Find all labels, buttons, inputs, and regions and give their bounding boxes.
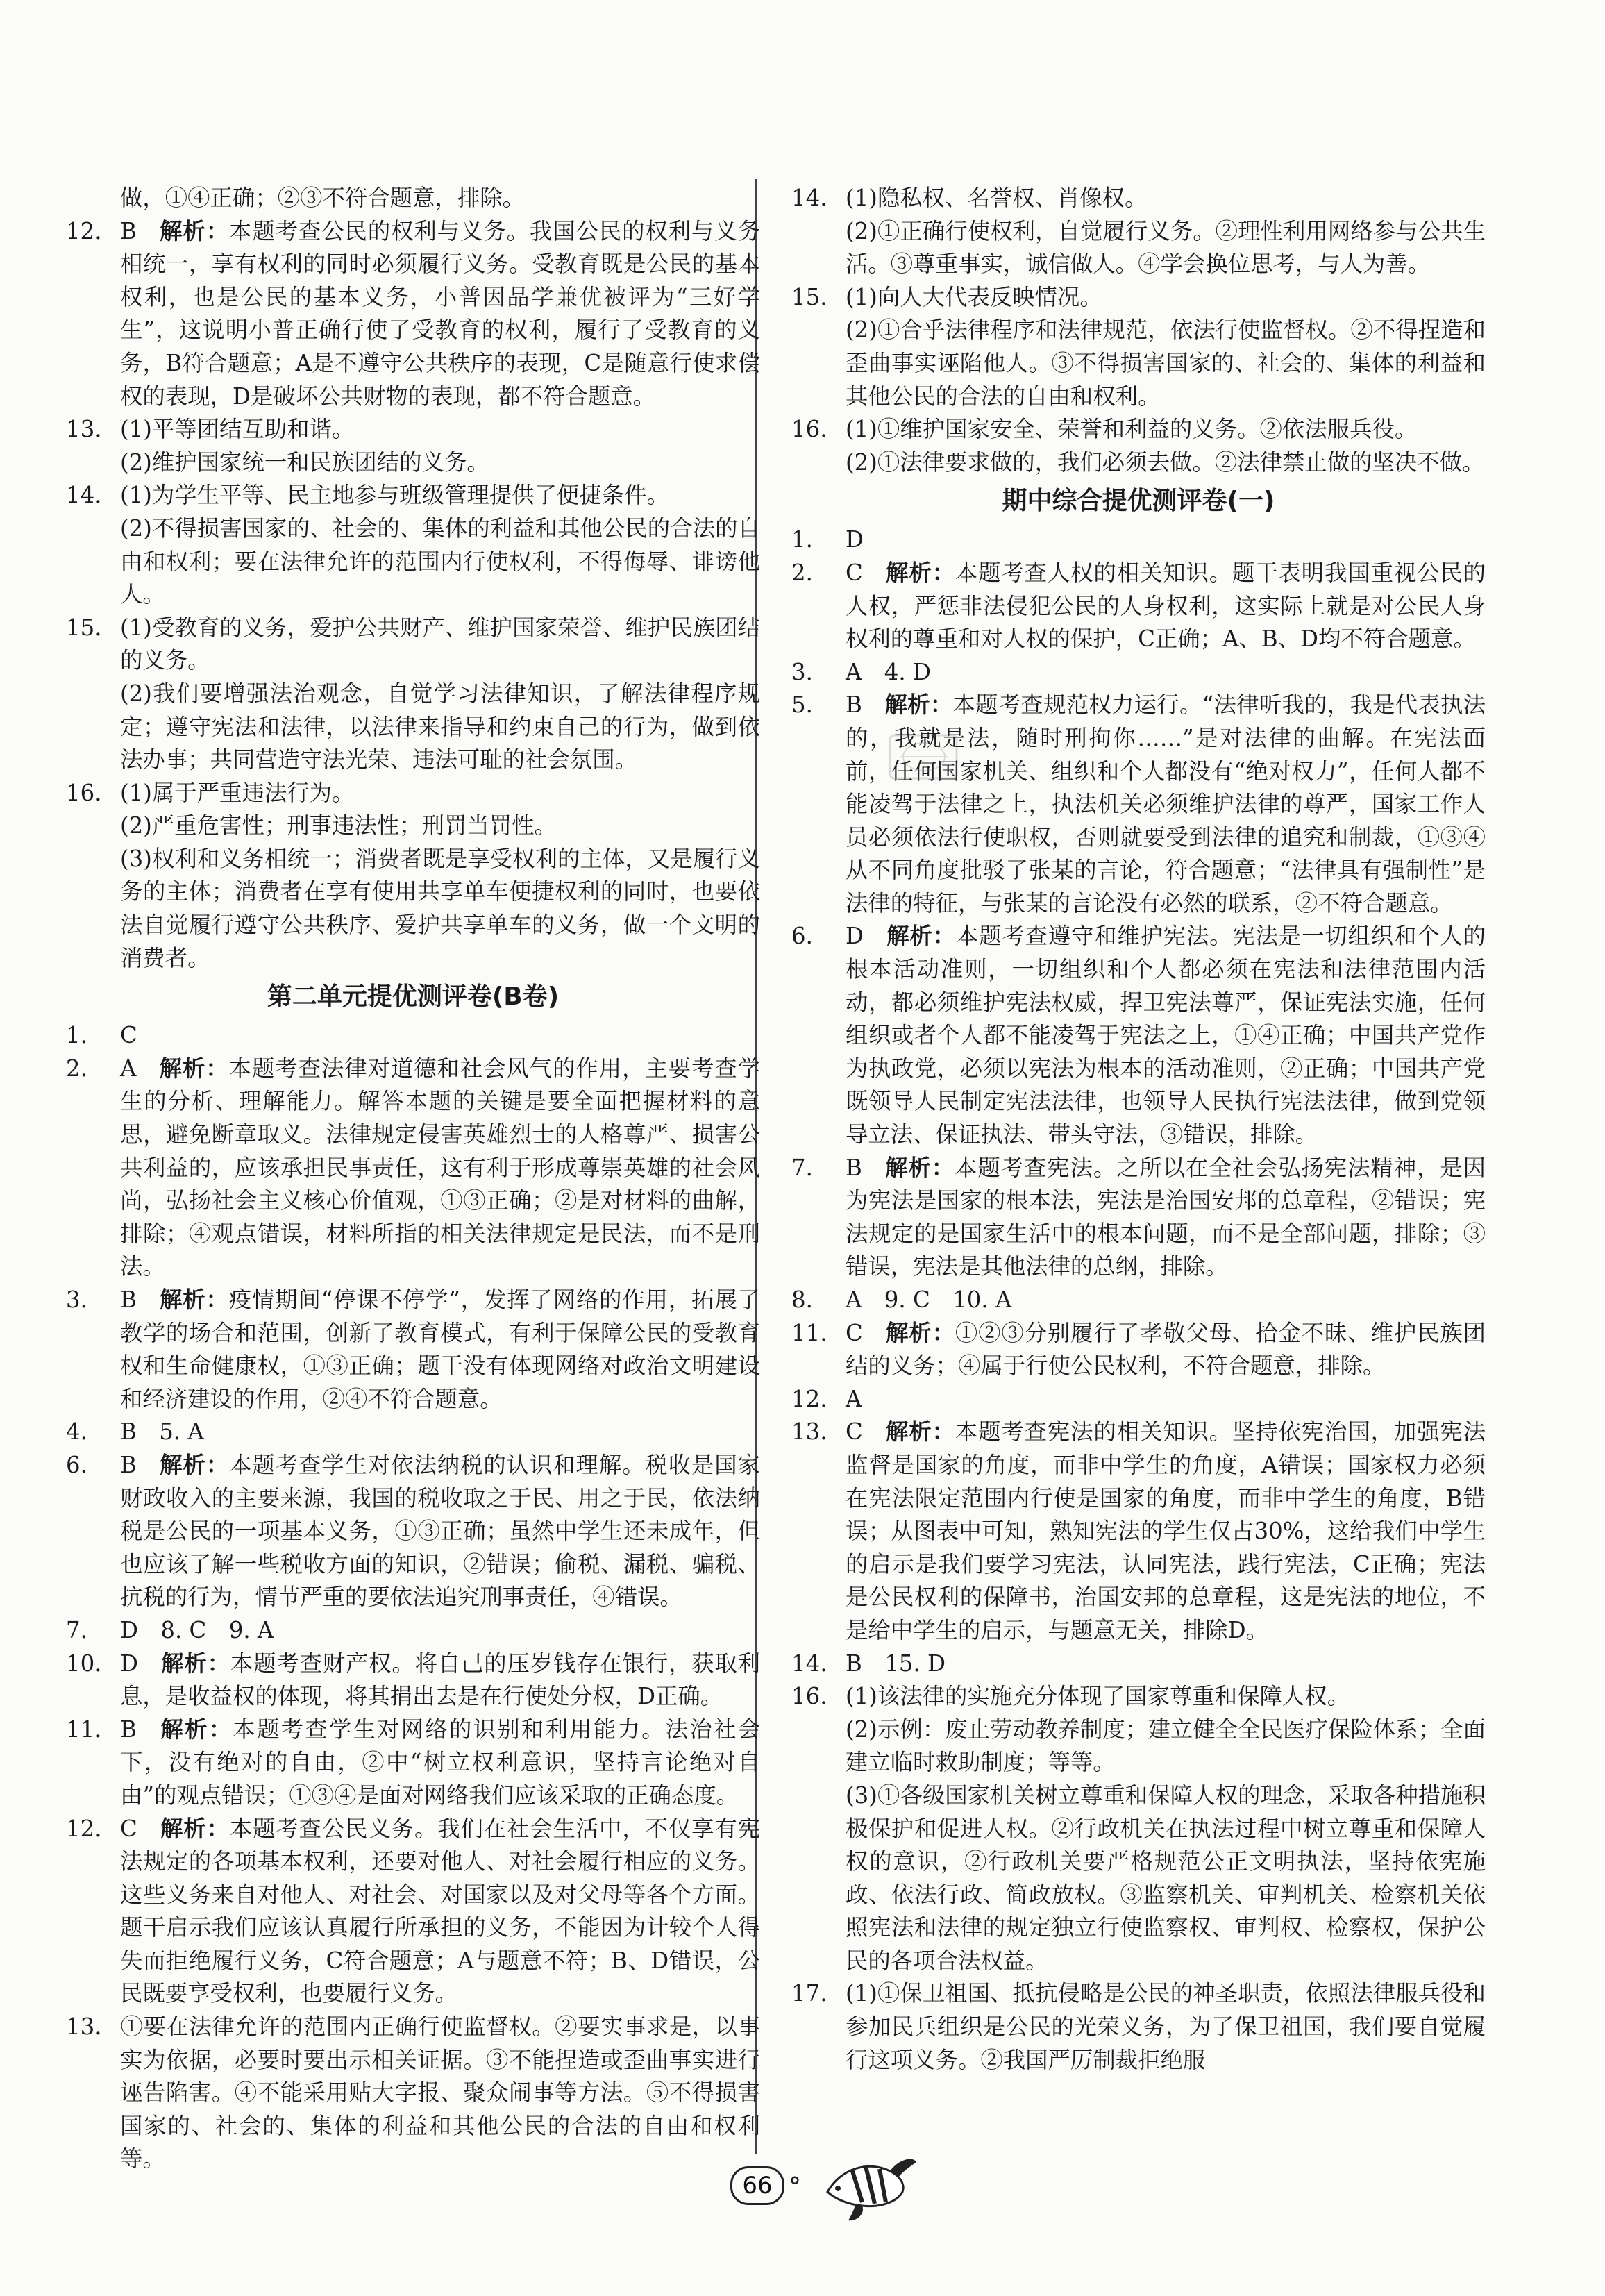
answer-choice: B	[846, 692, 862, 719]
answer-continuation: (2)我们要增强法治观念，自觉学习法律知识，了解法律程序规定；遵守宪法和法律，以法律来指导和约束自己的行为，做到依法办事；共同营造守法光荣、违法可耻的社会氛围。	[120, 680, 760, 773]
answer-choice: B	[120, 1716, 137, 1743]
analysis-label: 解析：	[159, 1287, 229, 1313]
answer-text: 本题考查公民的权利与义务。我国公民的权利与义务相统一，享有权利的同时必须履行义务。受教育既是公民的基本权利，也是公民的基本义务，小普因品学兼优被评为“三好学生”，这说明小普正确行使了受教育的权利，履行了受教育的义务，B符合题意；A是不遵守公共秩序的表现，C是随意行使求偿权的表现，D是破坏公共财物的表现，都不符合题意。	[120, 217, 761, 410]
question-number: 12.	[791, 1385, 827, 1412]
answer-continuation: (2)①正确行使权利，自觉履行义务。②理性利用网络参与公共生活。③尊重事实，诚信做人。④学会换位思考，与人为善。	[846, 217, 1486, 278]
answer-item	[66, 2011, 760, 2176]
answer-text: 本题考查宪法的相关知识。坚持依宪治国，加强宪法监督是国家的角度，而非中学生的角度，A错误；国家权力必须在宪法限定范围内行使是国家的角度，而非中学生的角度，B错误；从图表中可知，熟知宪法的学生仅占30%，这给我们中学生的启示是我们要学习宪法，认同宪法，践行宪法，C正确；宪法是公民权利的保障书，治国安邦的总章程，这是宪法的地位，不是给中学生的启示，与题意无关，排除D。	[846, 1418, 1486, 1643]
question-number: 14.	[66, 482, 102, 509]
answer-text: 本题考查遵守和维护宪法。宪法是一切组织和个人的根本活动准则，一切组织和个人都必须在宪法和法律范围内活动，都必须维护宪法权威，捍卫宪法尊严，保证宪法实施，任何组织或者个人都不能凌驾于宪法之上，①④正确；中国共产党作为执政党，必须以宪法为根本的活动准则，②正确；中国共产党既领导人民制定宪法法律，也领导人民执行宪法法律，做到党领导立法、保证执法、带头守法，③错误，排除。	[846, 923, 1486, 1148]
footer-dot: °	[789, 2173, 801, 2202]
answer-item	[66, 1019, 760, 1053]
answer-text: 疫情期间“停课不停学”，发挥了网络的作用，拓展了教学的场合和范围，创新了教育模式，有利于保障公民的受教育权和生命健康权，①③正确；题干没有体现网络对政治文明建设和经济建设的作用，②④不符合题意。	[120, 1287, 761, 1412]
answer-item	[791, 413, 1486, 446]
answer-item	[66, 1449, 760, 1614]
analysis-label: 解析：	[159, 1716, 233, 1743]
answer-text: 本题考查人权的相关知识。题干表明我国重视公民的人权，严惩非法侵犯公民的人身权利，这实际上就是对公民人身权利的尊重和对人权的保护，C正确；A、B、D均不符合题意。	[846, 559, 1486, 653]
answer-text: A 4. D	[846, 658, 931, 685]
question-number: 8.	[791, 1287, 813, 1313]
answer-item	[66, 413, 760, 446]
answer-continuation: (2)示例：废止劳动教养制度；建立健全全民医疗保险体系；全面建立临时救助制度；等等。	[846, 1716, 1486, 1776]
answer-item	[66, 215, 760, 414]
answer-item	[791, 281, 1486, 315]
answer-choice: C	[846, 559, 863, 586]
question-number: 5.	[791, 692, 813, 719]
question-number: 12.	[66, 1815, 102, 1842]
answer-continuation: (2)严重危害性；刑事违法性；刑罚当罚性。	[120, 812, 557, 839]
answer-item	[66, 1284, 760, 1416]
answer-continuation: (3)①各级国家机关树立尊重和保障人权的理念，采取各种措施积极保护和促进人权。②行政机关在执法过程中树立尊重和保障人权的意识，②行政机关要严格规范公正文明执法，坚持依宪施政、依法行政、简政放权。③监察机关、审判机关、检察机关依照宪法和法律的规定独立行使监察权、审判权、检察权，保护公民的各项合法权益。	[846, 1782, 1486, 1974]
analysis-label: 解析：	[160, 1815, 230, 1842]
answer-item	[791, 523, 1486, 557]
answer-choice: B	[120, 217, 137, 244]
question-number: 12.	[66, 217, 102, 244]
section-title: 第二单元提优测评卷(B卷)	[267, 982, 560, 1012]
answer-continuation: (3)权利和义务相统一；消费者既是享受权利的主体，又是履行义务的主体；消费者在享有使用共享单车便捷权利的同时，也要依法自觉履行遵守公共秩序、爱护共享单车的义务，做一个文明的消费者。	[120, 845, 760, 971]
left-column	[66, 182, 760, 2176]
answer-choice: B	[120, 1287, 137, 1313]
answer-text: ①要在法律允许的范围内正确行使监督权。②要实事求是，以事实为依据，必要时要出示相关证据。③不能捏造或歪曲事实进行诬告陷害。④不能采用贴大字报、聚众闹事等方法。⑤不得损害国家的、社会的、集体的利益和其他公民的合法的自由和权利等。	[120, 2013, 760, 2172]
question-number: 16.	[66, 779, 102, 806]
answer-text: A 9. C 10. A	[846, 1287, 1012, 1313]
answer-item	[791, 1680, 1486, 1713]
question-number: 11.	[66, 1716, 102, 1743]
answer-text: D	[846, 526, 864, 553]
answer-text: (1)为学生平等、民主地参与班级管理提供了便捷条件。	[120, 482, 669, 509]
answer-choice: C	[846, 1319, 863, 1346]
answer-choice: A	[120, 1055, 137, 1082]
analysis-label: 解析：	[158, 1055, 229, 1082]
question-number: 2.	[66, 1055, 87, 1082]
analysis-label: 解析：	[159, 217, 230, 244]
answer-item	[791, 656, 1486, 689]
question-number: 7.	[66, 1616, 87, 1643]
answer-item	[66, 1053, 760, 1284]
answer-text: 本题考查宪法。之所以在全社会弘扬宪法精神，是因为宪法是国家的根本法，宪法是治国安邦的总章程，②错误；宪法规定的是国家生活中的根本问题，而不是全部问题，排除；③错误，宪法是其他法律的总纲，排除。	[846, 1154, 1486, 1280]
answer-item	[66, 1648, 760, 1713]
answer-text: (1)平等团结互助和谐。	[120, 416, 355, 443]
answer-item	[66, 1813, 760, 2011]
analysis-label: 解析：	[885, 559, 955, 586]
answer-text: 本题考查公民义务。我们在社会生活中，不仅享有宪法规定的各项基本权利，还要对他人、对社会履行相应的义务。这些义务来自对他人、对社会、对国家以及对父母等各个方面。题干启示我们应该认真履行所承担的义务，不能因为计较个人得失而拒绝履行义务，C符合题意；A与题意不符；B、D错误，公民既要享受权利，也要履行义务。	[120, 1815, 761, 2007]
answer-text: 本题考查学生对网络的识别和利用能力。法治社会下，没有绝对的自由，②中“树立权利意识，坚持言论绝对自由”的观点错误；①③④是面对网络我们应该采取的正确态度。	[120, 1716, 761, 1809]
answer-continuation: (2)维护国家统一和民族团结的义务。	[120, 449, 489, 476]
angelfish-icon	[814, 2154, 918, 2223]
answer-text: (1)向人大代表反映情况。	[846, 283, 1102, 310]
analysis-label: 解析：	[886, 923, 956, 950]
answer-continuation: (2)①合乎法律程序和法律规范，依法行使监督权。②不得捏造和歪曲事实诬陷他人。③不得损害国家的、社会的、集体的利益和其他公民的合法的自由和权利。	[846, 317, 1486, 410]
question-number: 14.	[791, 1650, 827, 1677]
answer-text: (1)①维护国家安全、荣誉和利益的义务。②依法服兵役。	[846, 416, 1418, 443]
answer-text: C	[120, 1022, 137, 1049]
answer-continuation: (2)①法律要求做的，我们必须去做。②法律禁止做的坚决不做。	[846, 449, 1485, 476]
answer-text: (1)该法律的实施充分体现了国家尊重和保障人权。	[846, 1683, 1350, 1710]
answer-text: (1)属于严重违法行为。	[120, 779, 355, 806]
answer-item	[791, 1317, 1486, 1383]
page-footer	[722, 2154, 944, 2216]
question-number: 2.	[791, 559, 813, 586]
question-number: 4.	[66, 1418, 87, 1446]
answer-text: 本题考查规范权力运行。“法律听我的，我是代表执法的，我就是法，随时刑拘你……”是对法律的曲解。在宪法面前，任何国家机关、组织和个人都没有“绝对权力”，任何人都不能凌驾于法律之上，执法机关必须维护法律的尊严，国家工作人员必须依法行使职权，否则就要受到法律的追究和制裁，①③④从不同角度批驳了张某的言论，符合题意；“法律具有强制性”是法律的特征，与张某的言论没有必然的联系，②不符合题意。	[846, 692, 1486, 916]
answer-text: ①②③分别履行了孝敬父母、拾金不昧、维护民族团结的义务；④属于行使公民权利，不符合题意，排除。	[846, 1319, 1486, 1380]
question-number: 3.	[791, 658, 813, 685]
answer-text: A	[846, 1385, 862, 1412]
answer-item	[791, 1648, 1486, 1681]
answer-choice: D	[846, 923, 864, 950]
answer-text: 本题考查财产权。将自己的压岁钱存在银行，获取利息，是收益权的体现，将其捐出去是在行使处分权，D正确。	[120, 1650, 761, 1710]
answer-item	[66, 1713, 760, 1813]
answer-item	[66, 1416, 760, 1449]
question-number: 15.	[66, 614, 102, 641]
question-number: 16.	[791, 1683, 827, 1710]
answer-item	[791, 1383, 1486, 1416]
answer-choice: B	[846, 1154, 862, 1181]
analysis-label: 解析：	[885, 1418, 955, 1446]
answer-text: (1)受教育的义务，爱护公共财产、维护国家荣誉、维护民族团结的义务。	[120, 614, 760, 674]
answer-item	[791, 1977, 1486, 2077]
answer-item	[791, 182, 1486, 215]
question-number: 11.	[791, 1319, 827, 1346]
answer-item	[791, 557, 1486, 656]
question-number: 14.	[791, 185, 827, 211]
answer-item	[66, 612, 760, 678]
answer-text: B 15. D	[846, 1650, 946, 1677]
answer-continuation: 做，①④正确；②③不符合题意，排除。	[120, 185, 526, 211]
question-number: 1.	[66, 1022, 87, 1049]
question-number: 13.	[66, 2013, 102, 2041]
right-column	[791, 182, 1486, 2077]
answer-text: B 5. A	[120, 1418, 204, 1446]
question-number: 10.	[66, 1650, 102, 1677]
question-number: 16.	[791, 416, 827, 443]
analysis-label: 解析：	[160, 1650, 230, 1677]
answer-choice: C	[120, 1815, 137, 1842]
answer-item	[66, 777, 760, 810]
question-number: 13.	[791, 1418, 827, 1446]
answer-item	[791, 920, 1486, 1151]
question-number: 6.	[66, 1451, 87, 1478]
question-number: 6.	[791, 923, 813, 950]
answer-choice: D	[120, 1650, 138, 1677]
question-number: 3.	[66, 1287, 87, 1313]
analysis-label: 解析：	[884, 1154, 955, 1181]
answer-item	[791, 1152, 1486, 1284]
answer-choice: C	[846, 1418, 863, 1446]
question-number: 17.	[791, 1980, 827, 2007]
answer-text: 本题考查法律对道德和社会风气的作用，主要考查学生的分析、理解能力。解答本题的关键是要全面把握材料的意思，避免断章取义。法律规定侵害英雄烈士的人格尊严、损害公共利益的，应该承担民事责任，这有利于形成尊崇英雄的社会风尚，弘扬社会主义核心价值观，①③正确；②是对材料的曲解，排除；④观点错误，材料所指的相关法律规定是民法，而不是刑法。	[120, 1055, 761, 1280]
watermark-stamp	[886, 727, 962, 788]
analysis-label: 解析：	[885, 1319, 955, 1346]
answer-text: (1)①保卫祖国、抵抗侵略是公民的神圣职责，依照法律服兵役和参加民兵组织是公民的光荣义务，为了保卫祖国，我们要自觉履行这项义务。②我国严厉制裁拒绝服	[846, 1980, 1486, 2073]
answer-continuation: (2)不得损害国家的、社会的、集体的利益和其他公民的合法的自由和权利；要在法律允许的范围内行使权利，不得侮辱、诽谤他人。	[120, 514, 760, 608]
analysis-label: 解析：	[159, 1451, 230, 1478]
answer-text: D 8. C 9. A	[120, 1616, 274, 1643]
answer-choice: B	[120, 1451, 137, 1478]
answer-item	[791, 1416, 1486, 1647]
answer-item	[66, 479, 760, 512]
page-number: 66	[730, 2166, 784, 2205]
answer-item	[791, 1284, 1486, 1317]
answer-text: (1)隐私权、名誉权、肖像权。	[846, 185, 1148, 211]
answer-text: 本题考查学生对依法纳税的认识和理解。税收是国家财政收入的主要来源，我国的税收取之于民、用之于民，依法纳税是公民的一项基本义务，①③正确；虽然中学生还未成年，但也应该了解一些税收方面的知识，②错误；偷税、漏税、骗税、抗税的行为，情节严重的要依法追究刑事责任，④错误。	[120, 1451, 761, 1611]
question-number: 13.	[66, 416, 102, 443]
question-number: 1.	[791, 526, 813, 553]
answer-item	[66, 1614, 760, 1648]
analysis-label: 解析：	[884, 692, 953, 719]
answer-item	[791, 689, 1486, 920]
section-title: 期中综合提优测评卷(一)	[1002, 487, 1275, 516]
question-number: 7.	[791, 1154, 813, 1181]
question-number: 15.	[791, 283, 827, 310]
